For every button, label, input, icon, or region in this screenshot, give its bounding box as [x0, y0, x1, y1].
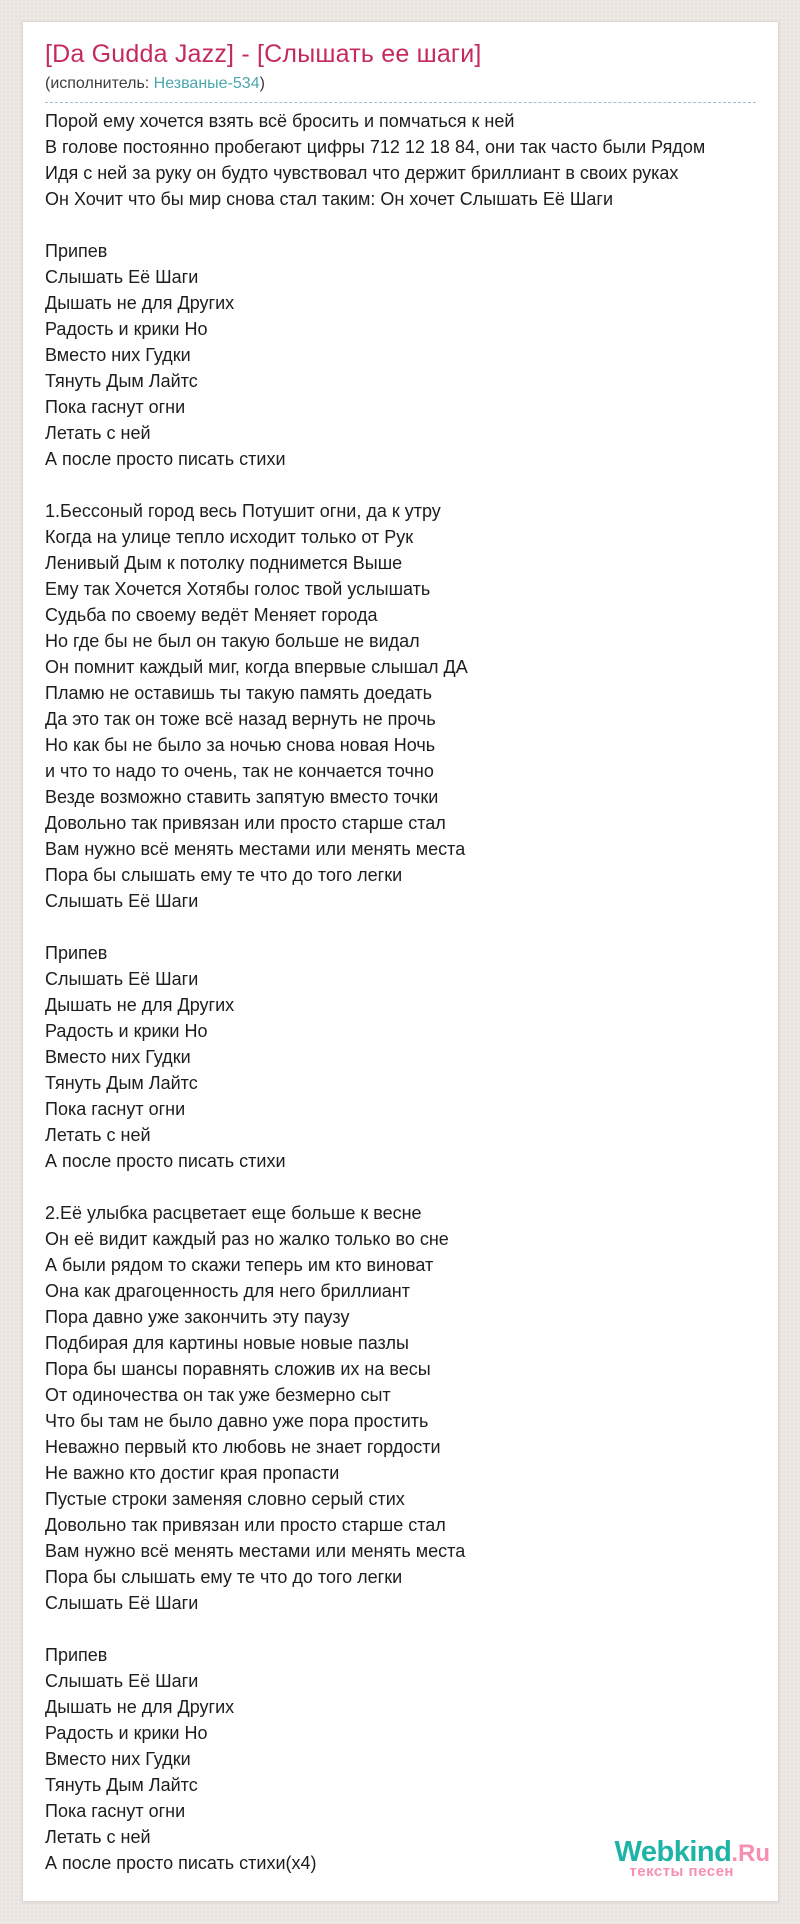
- lyric-line: Дышать не для Других: [45, 1696, 235, 1717]
- lyric-line: Он Хочит что бы мир снова стал таким: Он хочет Слышать Её Шаги: [45, 188, 614, 209]
- lyric-line: А после просто писать стихи: [45, 1150, 286, 1171]
- lyric-line: Не важно кто достиг края пропасти: [45, 1462, 340, 1483]
- lyric-line: Вам нужно всё менять местами или менять места: [45, 1540, 466, 1561]
- lyric-line: Ему так Хочется Хотябы голос твой услышать: [45, 578, 431, 599]
- lyric-line: Да это так он тоже всё назад вернуть не прочь: [45, 708, 436, 729]
- lyric-line: Подбирая для картины новые новые пазлы: [45, 1332, 409, 1353]
- lyric-line: Тянуть Дым Лайтс: [45, 370, 198, 391]
- lyrics-stanza-verse-2: [45, 1200, 778, 1616]
- lyric-line: А были рядом то скажи теперь им кто виноват: [45, 1254, 434, 1275]
- lyric-line: Когда на улице тепло исходит только от Рук: [45, 526, 414, 547]
- lyric-line: Вместо них Гудки: [45, 344, 191, 365]
- artist-line: [45, 74, 778, 95]
- lyric-line: Радость и крики Но: [45, 1020, 208, 1041]
- lyric-line: Дышать не для Других: [45, 994, 235, 1015]
- lyric-line: Порой ему хочется взять всё бросить и помчаться к ней: [45, 110, 515, 131]
- lyric-line: Что бы там не было давно уже пора простить: [45, 1410, 429, 1431]
- lyric-line: Радость и крики Но: [45, 318, 208, 339]
- lyric-line: Пора бы шансы поравнять сложив их на весы: [45, 1358, 431, 1379]
- lyric-line: Но как бы не было за ночью снова новая Ночь: [45, 734, 436, 755]
- lyrics-stanza-chorus-2: [45, 940, 778, 1174]
- lyric-line: Довольно так привязан или просто старше стал: [45, 812, 446, 833]
- lyric-line: Она как драгоценность для него бриллиант: [45, 1280, 410, 1301]
- artist-link[interactable]: Незваные-534: [153, 75, 260, 92]
- site-logo-main: Webkind: [614, 1836, 732, 1868]
- lyric-line: Он её видит каждый раз но жалко только во сне: [45, 1228, 449, 1249]
- lyric-line: А после просто писать стихи(x4): [45, 1852, 317, 1873]
- lyrics-card: [22, 21, 779, 1902]
- lyric-line: Пора бы слышать ему те что до того легки: [45, 1566, 403, 1587]
- lyric-line: Дышать не для Других: [45, 292, 235, 313]
- lyric-line: Тянуть Дым Лайтс: [45, 1072, 198, 1093]
- lyric-line: Пустые строки заменяя словно серый стих: [45, 1488, 405, 1509]
- lyric-line: Припев: [45, 240, 108, 261]
- lyric-line: Он помнит каждый миг, когда впервые слышал ДА: [45, 656, 468, 677]
- lyric-line: Ленивый Дым к потолку поднимется Выше: [45, 552, 403, 573]
- lyric-line: Пора бы слышать ему те что до того легки: [45, 864, 403, 885]
- lyric-line: В голове постоянно пробегают цифры 712 12 18 84, они так часто были Рядом: [45, 136, 706, 157]
- site-logo-suffix: .Ru: [731, 1840, 770, 1867]
- lyric-line: Летать с ней: [45, 1124, 151, 1145]
- artist-label-suffix: ): [259, 75, 265, 92]
- lyric-line: Слышать Её Шаги: [45, 968, 199, 989]
- lyric-line: Слышать Её Шаги: [45, 1592, 199, 1613]
- lyric-line: Довольно так привязан или просто старше стал: [45, 1514, 446, 1535]
- lyric-line: Тянуть Дым Лайтс: [45, 1774, 198, 1795]
- lyric-line: Вам нужно всё менять местами или менять места: [45, 838, 466, 859]
- lyric-line: Вместо них Гудки: [45, 1046, 191, 1067]
- lyric-line: Летать с ней: [45, 422, 151, 443]
- lyric-line: Пока гаснут огни: [45, 396, 186, 417]
- lyric-line: От одиночества он так уже безмерно сыт: [45, 1384, 391, 1405]
- lyric-line: и что то надо то очень, так не кончается точно: [45, 760, 434, 781]
- dashed-divider: [45, 102, 756, 103]
- lyric-line: Пока гаснут огни: [45, 1098, 186, 1119]
- lyrics: [45, 108, 778, 1876]
- lyric-line: Неважно первый кто любовь не знает гордости: [45, 1436, 441, 1457]
- lyric-line: 1.Бессоный город весь Потушит огни, да к утру: [45, 500, 441, 521]
- lyric-line: Но где бы не был он такую больше не видал: [45, 630, 420, 651]
- lyric-line: Идя с ней за руку он будто чувствовал что держит бриллиант в своих руках: [45, 162, 679, 183]
- lyric-line: Слышать Её Шаги: [45, 266, 199, 287]
- lyric-line: Судьба по своему ведёт Меняет города: [45, 604, 378, 625]
- lyric-line: 2.Её улыбка расцветает еще больше к весне: [45, 1202, 422, 1223]
- lyric-line: Слышать Её Шаги: [45, 890, 199, 911]
- artist-label-prefix: (исполнитель:: [45, 75, 154, 92]
- lyric-line: Пока гаснут огни: [45, 1800, 186, 1821]
- lyric-line: Пора давно уже закончить эту паузу: [45, 1306, 350, 1327]
- lyrics-stanza-verse-1: [45, 498, 778, 914]
- lyrics-stanza-chorus-1: [45, 238, 778, 472]
- lyric-line: Слышать Её Шаги: [45, 1670, 199, 1691]
- lyric-line: А после просто писать стихи: [45, 448, 286, 469]
- lyric-line: Припев: [45, 942, 108, 963]
- site-logo-tagline: тексты песен: [629, 1863, 734, 1880]
- lyric-line: Радость и крики Но: [45, 1722, 208, 1743]
- lyric-line: Летать с ней: [45, 1826, 151, 1847]
- lyric-line: Пламю не оставишь ты такую память доедать: [45, 682, 432, 703]
- song-title: [Da Gudda Jazz] - [Слышать ее шаги]: [45, 40, 482, 68]
- lyrics-stanza-intro: [45, 108, 778, 212]
- lyric-line: Везде возможно ставить запятую вместо точки: [45, 786, 439, 807]
- lyric-line: Вместо них Гудки: [45, 1748, 191, 1769]
- site-logo[interactable]: [615, 1838, 770, 1879]
- lyric-line: Припев: [45, 1644, 108, 1665]
